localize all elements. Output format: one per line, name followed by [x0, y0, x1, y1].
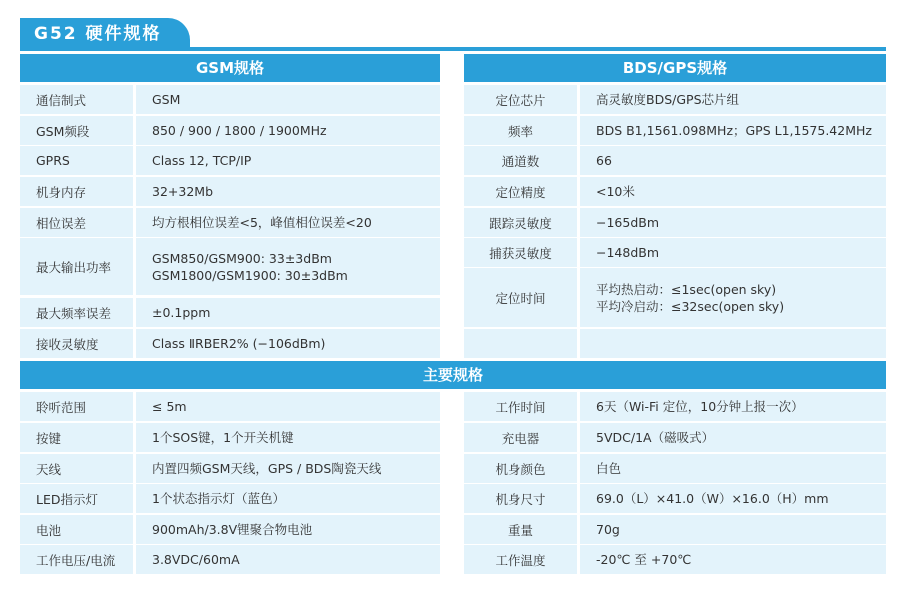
main-spec-right-value-line: -20℃ 至 +70℃ — [596, 552, 692, 567]
main-spec-right-label: 机身尺寸 — [464, 484, 577, 513]
bds-spec-value — [580, 268, 886, 327]
main-spec-right-value — [580, 545, 886, 574]
main-spec-right-value — [580, 484, 886, 513]
gsm-spec-row — [20, 298, 440, 327]
main-spec-right-value-line: 白色 — [596, 461, 622, 476]
bds-spec-value-line: −165dBm — [596, 215, 660, 230]
gsm-spec-value-line: Class ⅡRBER2% (−106dBm) — [152, 336, 326, 351]
bds-spec-row — [464, 116, 886, 145]
gsm-spec-label: 机身内存 — [20, 177, 133, 206]
main-section-heading: 主要规格 — [20, 361, 886, 389]
bds-spec-row — [464, 146, 886, 175]
gsm-spec-label: 最大输出功率 — [20, 238, 133, 295]
gsm-spec-value-line: GSM — [152, 92, 181, 107]
main-spec-left-label: 天线 — [20, 454, 133, 483]
main-spec-right-value — [580, 392, 886, 421]
bds-spec-value-line: 平均冷启动：≤32sec(open sky) — [596, 298, 785, 314]
main-spec-right-label: 机身颜色 — [464, 454, 577, 483]
gsm-spec-value-line: GSM1800/GSM1900: 30±3dBm — [152, 267, 348, 283]
gsm-spec-value — [136, 208, 440, 237]
bds-spec-value-line: 高灵敏度BDS/GPS芯片组 — [596, 92, 740, 107]
main-spec-left-value — [136, 515, 440, 544]
bds-spec-value-line: <10米 — [596, 184, 635, 199]
bds-spec-label: 定位时间 — [464, 268, 577, 327]
bds-spec-row — [464, 208, 886, 237]
main-spec-right-row — [464, 392, 886, 421]
main-spec-left-row — [20, 454, 440, 483]
bds-spec-row — [464, 177, 886, 206]
bds-spec-label: 频率 — [464, 116, 577, 145]
gsm-spec-label: 通信制式 — [20, 85, 133, 114]
main-spec-left-value — [136, 545, 440, 574]
gsm-spec-value-line: 均方根相位误差<5，峰值相位误差<20 — [152, 215, 372, 230]
bds-spec-label — [464, 329, 577, 358]
gsm-spec-row — [20, 238, 440, 295]
bds-spec-label: 定位精度 — [464, 177, 577, 206]
gsm-spec-label: GPRS — [20, 146, 133, 175]
gsm-spec-value — [136, 238, 440, 295]
main-spec-left-label: LED指示灯 — [20, 484, 133, 513]
main-spec-right-value — [580, 454, 886, 483]
bds-spec-label: 跟踪灵敏度 — [464, 208, 577, 237]
title-underline — [20, 47, 886, 51]
gsm-spec-value-line: 32+32Mb — [152, 184, 214, 199]
main-spec-right-label: 充电器 — [464, 423, 577, 452]
gsm-spec-label: 接收灵敏度 — [20, 329, 133, 358]
bds-spec-value-line: −148dBm — [596, 245, 660, 260]
gsm-spec-value — [136, 177, 440, 206]
main-spec-right-row — [464, 423, 886, 452]
gsm-section-heading: GSM规格 — [20, 54, 440, 82]
main-spec-left-value-line: 3.8VDC/60mA — [152, 552, 240, 567]
bds-spec-row — [464, 238, 886, 267]
main-spec-left-value-line: 内置四频GSM天线，GPS / BDS陶瓷天线 — [152, 461, 382, 476]
gsm-spec-row — [20, 146, 440, 175]
gsm-spec-row — [20, 208, 440, 237]
gsm-spec-value — [136, 116, 440, 145]
gsm-spec-label: GSM频段 — [20, 116, 133, 145]
main-spec-left-value — [136, 454, 440, 483]
gsm-spec-value-line: ±0.1ppm — [152, 305, 211, 320]
gsm-spec-value — [136, 85, 440, 114]
main-spec-left-label: 工作电压/电流 — [20, 545, 133, 574]
main-spec-left-label: 聆听范围 — [20, 392, 133, 421]
main-spec-left-row — [20, 545, 440, 574]
main-spec-left-row — [20, 515, 440, 544]
gsm-spec-label: 最大频率误差 — [20, 298, 133, 327]
main-spec-right-row — [464, 454, 886, 483]
main-spec-right-label: 重量 — [464, 515, 577, 544]
main-spec-left-label: 电池 — [20, 515, 133, 544]
bds-spec-value — [580, 329, 886, 358]
bds-spec-value — [580, 238, 886, 267]
main-spec-right-row — [464, 484, 886, 513]
gsm-spec-label: 相位误差 — [20, 208, 133, 237]
bds-spec-row — [464, 329, 886, 358]
bds-spec-value — [580, 116, 886, 145]
main-spec-left-label: 按键 — [20, 423, 133, 452]
main-spec-left-value — [136, 423, 440, 452]
bds-spec-row — [464, 268, 886, 327]
main-spec-left-row — [20, 484, 440, 513]
main-spec-left-value-line: 1个SOS键，1个开关机键 — [152, 430, 294, 445]
bds-spec-value — [580, 208, 886, 237]
main-spec-right-row — [464, 545, 886, 574]
main-spec-left-row — [20, 423, 440, 452]
bds-spec-value — [580, 177, 886, 206]
main-spec-left-value-line: ≤ 5m — [152, 399, 187, 414]
gsm-spec-value — [136, 146, 440, 175]
main-spec-left-value-line: 1个状态指示灯（蓝色） — [152, 491, 285, 506]
gsm-spec-row — [20, 329, 440, 358]
bds-spec-value-line: 66 — [596, 153, 612, 168]
bds-spec-label: 捕获灵敏度 — [464, 238, 577, 267]
main-spec-left-value — [136, 392, 440, 421]
main-spec-left-value — [136, 484, 440, 513]
main-spec-right-value-line: 70g — [596, 522, 620, 537]
main-spec-right-value-line: 69.0（L）×41.0（W）×16.0（H）mm — [596, 491, 829, 506]
gsm-spec-value-line: GSM850/GSM900: 33±3dBm — [152, 250, 332, 266]
main-spec-right-row — [464, 515, 886, 544]
bds-spec-row — [464, 85, 886, 114]
bds-spec-value — [580, 85, 886, 114]
main-spec-right-value — [580, 423, 886, 452]
gsm-spec-row — [20, 85, 440, 114]
main-spec-right-value-line: 5VDC/1A（磁吸式） — [596, 430, 715, 445]
bds-spec-label: 通道数 — [464, 146, 577, 175]
gsm-spec-row — [20, 177, 440, 206]
main-spec-right-value — [580, 515, 886, 544]
bds-spec-value — [580, 146, 886, 175]
gsm-spec-value-line: Class 12, TCP/IP — [152, 153, 252, 168]
main-spec-left-value-line: 900mAh/3.8V锂聚合物电池 — [152, 522, 313, 537]
main-spec-left-row — [20, 392, 440, 421]
gsm-spec-row — [20, 116, 440, 145]
bds-spec-label: 定位芯片 — [464, 85, 577, 114]
bds-section-heading: BDS/GPS规格 — [464, 54, 886, 82]
gsm-spec-value-line: 850 / 900 / 1800 / 1900MHz — [152, 123, 327, 138]
bds-spec-value-line: 平均热启动：≤1sec(open sky) — [596, 281, 777, 297]
gsm-spec-value — [136, 298, 440, 327]
gsm-spec-value — [136, 329, 440, 358]
main-spec-right-value-line: 6天（Wi-Fi 定位，10分钟上报一次） — [596, 399, 804, 414]
main-spec-right-label: 工作温度 — [464, 545, 577, 574]
page-title: G52 硬件规格 — [20, 18, 190, 50]
bds-spec-value-line: BDS B1,1561.098MHz；GPS L1,1575.42MHz — [596, 123, 872, 138]
main-spec-right-label: 工作时间 — [464, 392, 577, 421]
